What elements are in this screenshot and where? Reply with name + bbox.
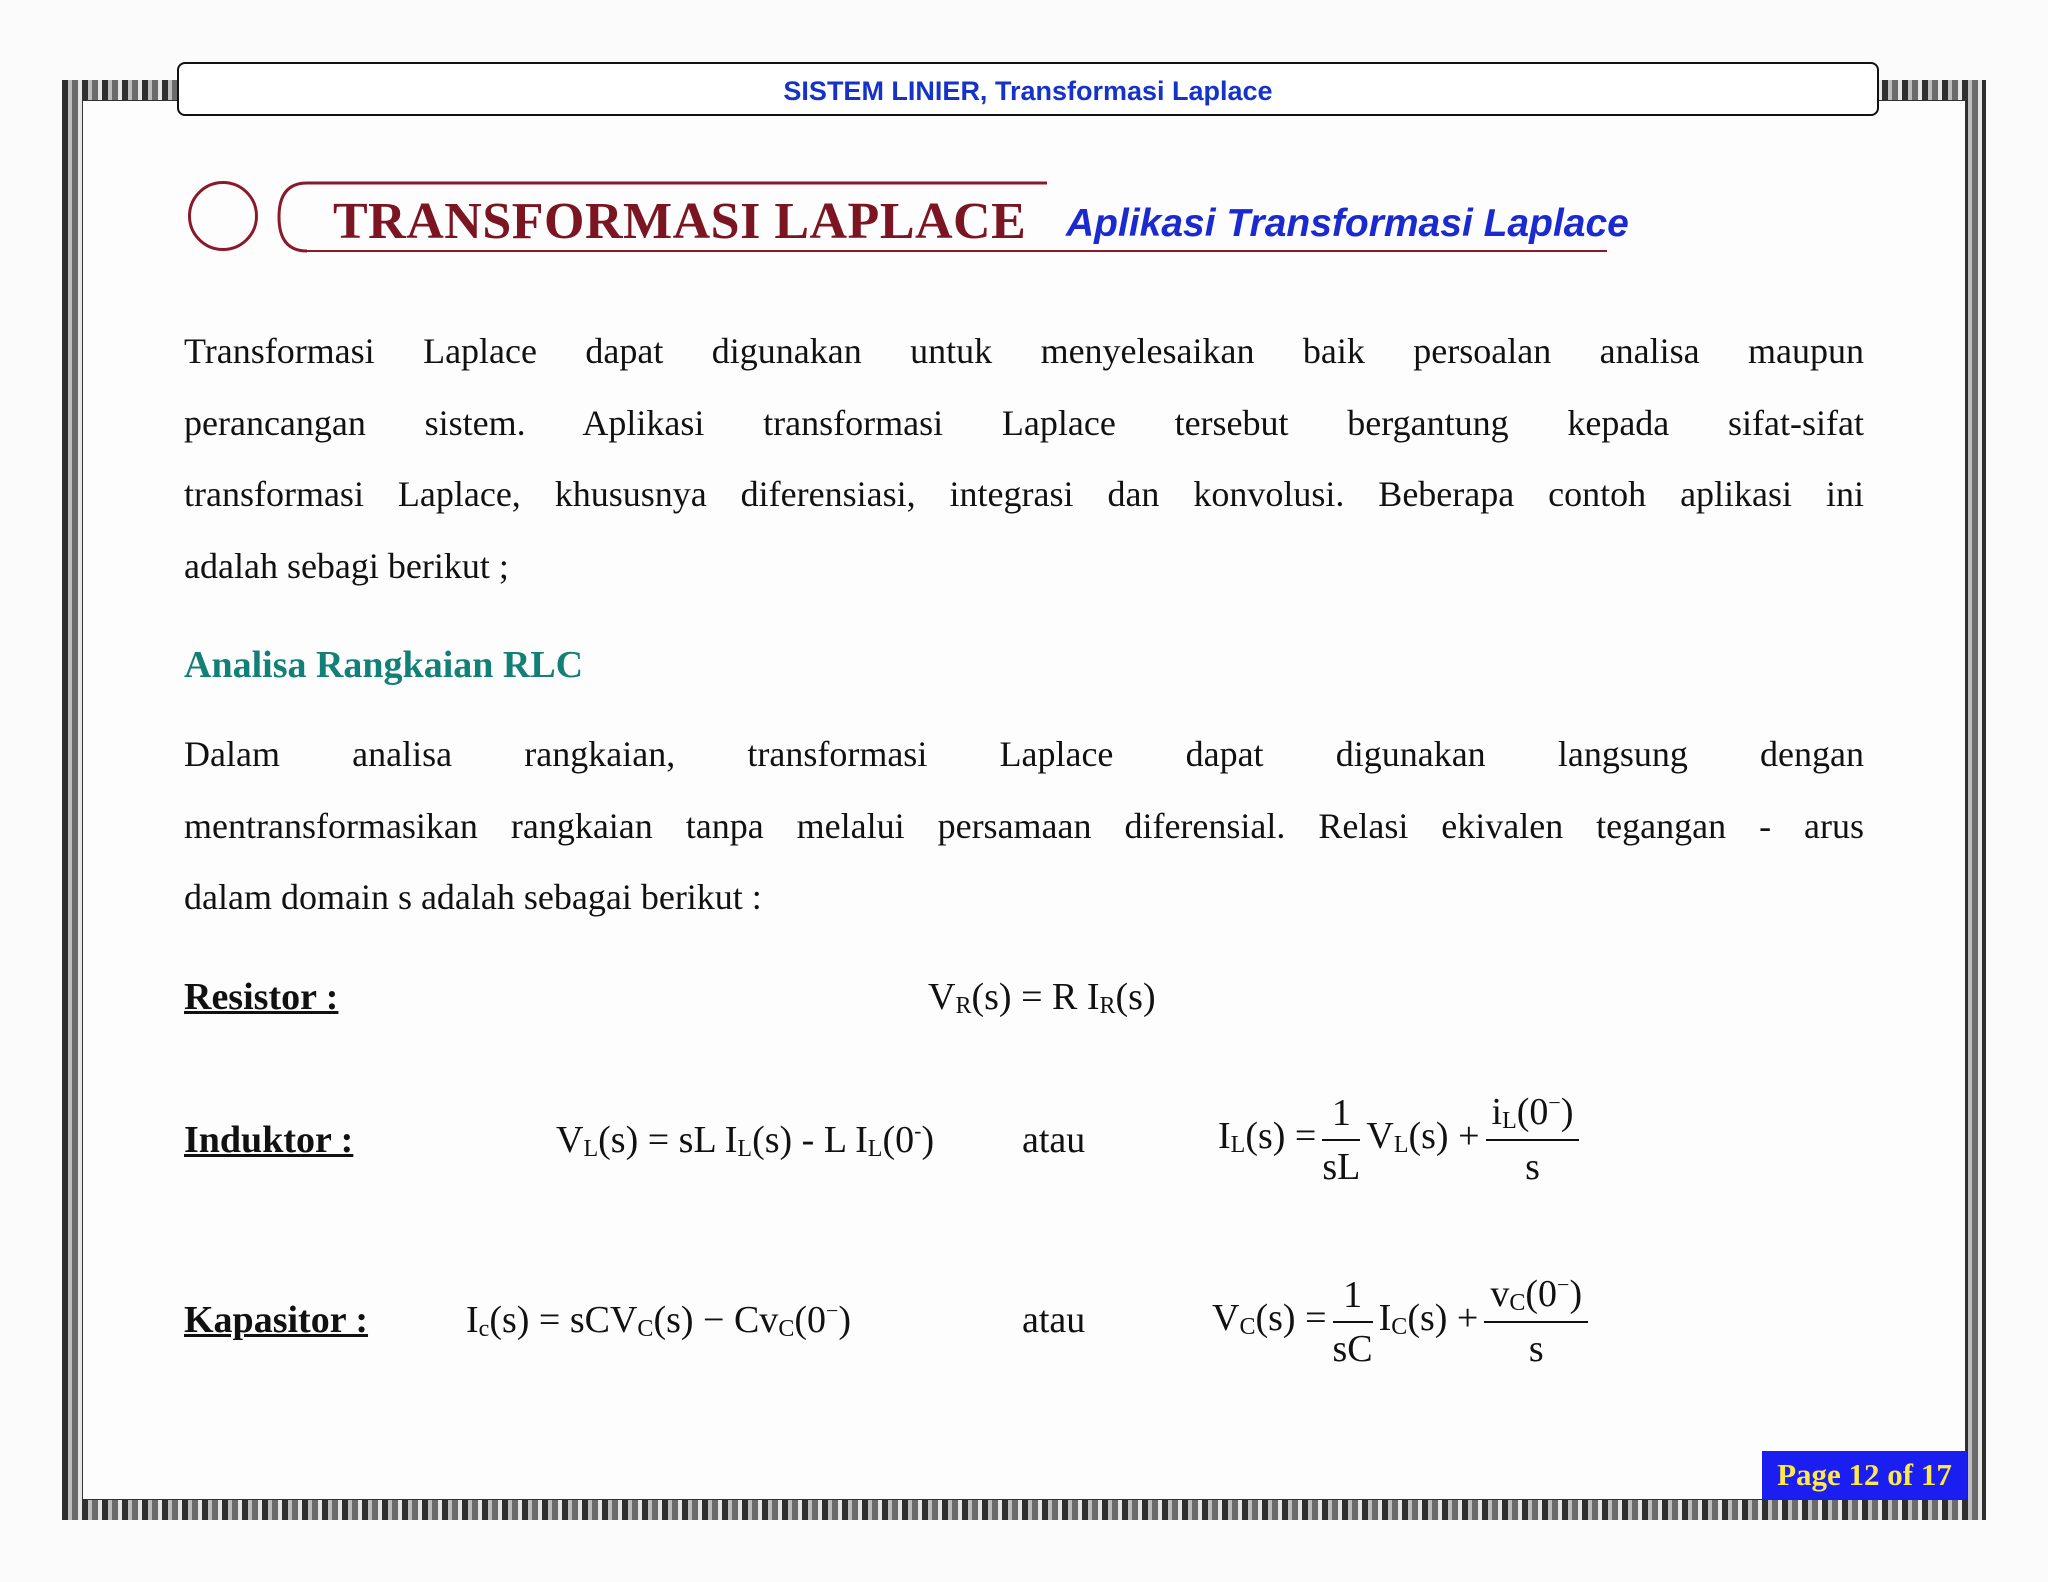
intro-paragraph [184,316,1864,602]
inductor-current-equation: $I_L(s)$ = $\frac{1}{sL}$ $V_L(s)$ + $\frac{i_L(0^-)}{s}$ [1218,1090,1585,1189]
resistor-label: Resistor : [184,976,339,1018]
section-line: mentransformasikan rangkaian tanpa melalui persamaan diferensial. Relasi ekivalen tegangan - arus [184,805,1864,846]
section-line: Dalam analisa rangkaian, transformasi Laplace dapat digunakan langsung dengan [184,734,1864,774]
intro-line: Transformasi Laplace dapat digunakan untuk menyelesaikan baik persoalan analisa maupun [184,331,1864,371]
page-subtitle: Aplikasi Transformasi Laplace [1066,202,1629,245]
inductor-connector: atau [1022,1119,1086,1161]
capacitor-connector: atau [1022,1299,1086,1341]
intro-line: transformasi Laplace, khususnya diferensiasi, integrasi dan konvolusi. Beberapa contoh aplikasi ini [184,474,1864,514]
running-header-text: SISTEM LINIER, Transformasi Laplace [783,76,1273,106]
page-number-badge: Page 12 of 17 [1762,1451,1967,1499]
inductor-label: Induktor : [184,1119,354,1161]
resistor-equation: $V_R(s) = R$ $I_R(s)$ [928,976,1156,1019]
section-line: dalam domain s adalah sebagai berikut : [184,877,762,917]
section-paragraph [184,719,1864,934]
intro-line: adalah sebagi berikut ; [184,545,509,586]
section-heading: Analisa Rangkaian RLC [184,644,584,686]
capacitor-label: Kapasitor : [184,1299,369,1341]
banner-circle-ornament [188,181,258,251]
intro-line: perancangan sistem. Aplikasi transformasi Laplace tersebut bergantung kepada sifat-sifat [184,402,1864,443]
page-title: TRANSFORMASI LAPLACE [333,193,1027,250]
capacitor-voltage-equation: $V_C(s)$ = $\frac{1}{sC}$ $I_C(s)$ + $\frac{v_C(0^-)}{s}$ [1212,1272,1594,1371]
inductor-equation: $V_L(s)$ = sL $I_L(s)$ - L $I_L(0^-)$ [556,1118,935,1162]
running-header [177,62,1879,116]
capacitor-equation: $I_c(s) = sCV_C(s) - Cv_C(0^-)$ [466,1298,852,1342]
